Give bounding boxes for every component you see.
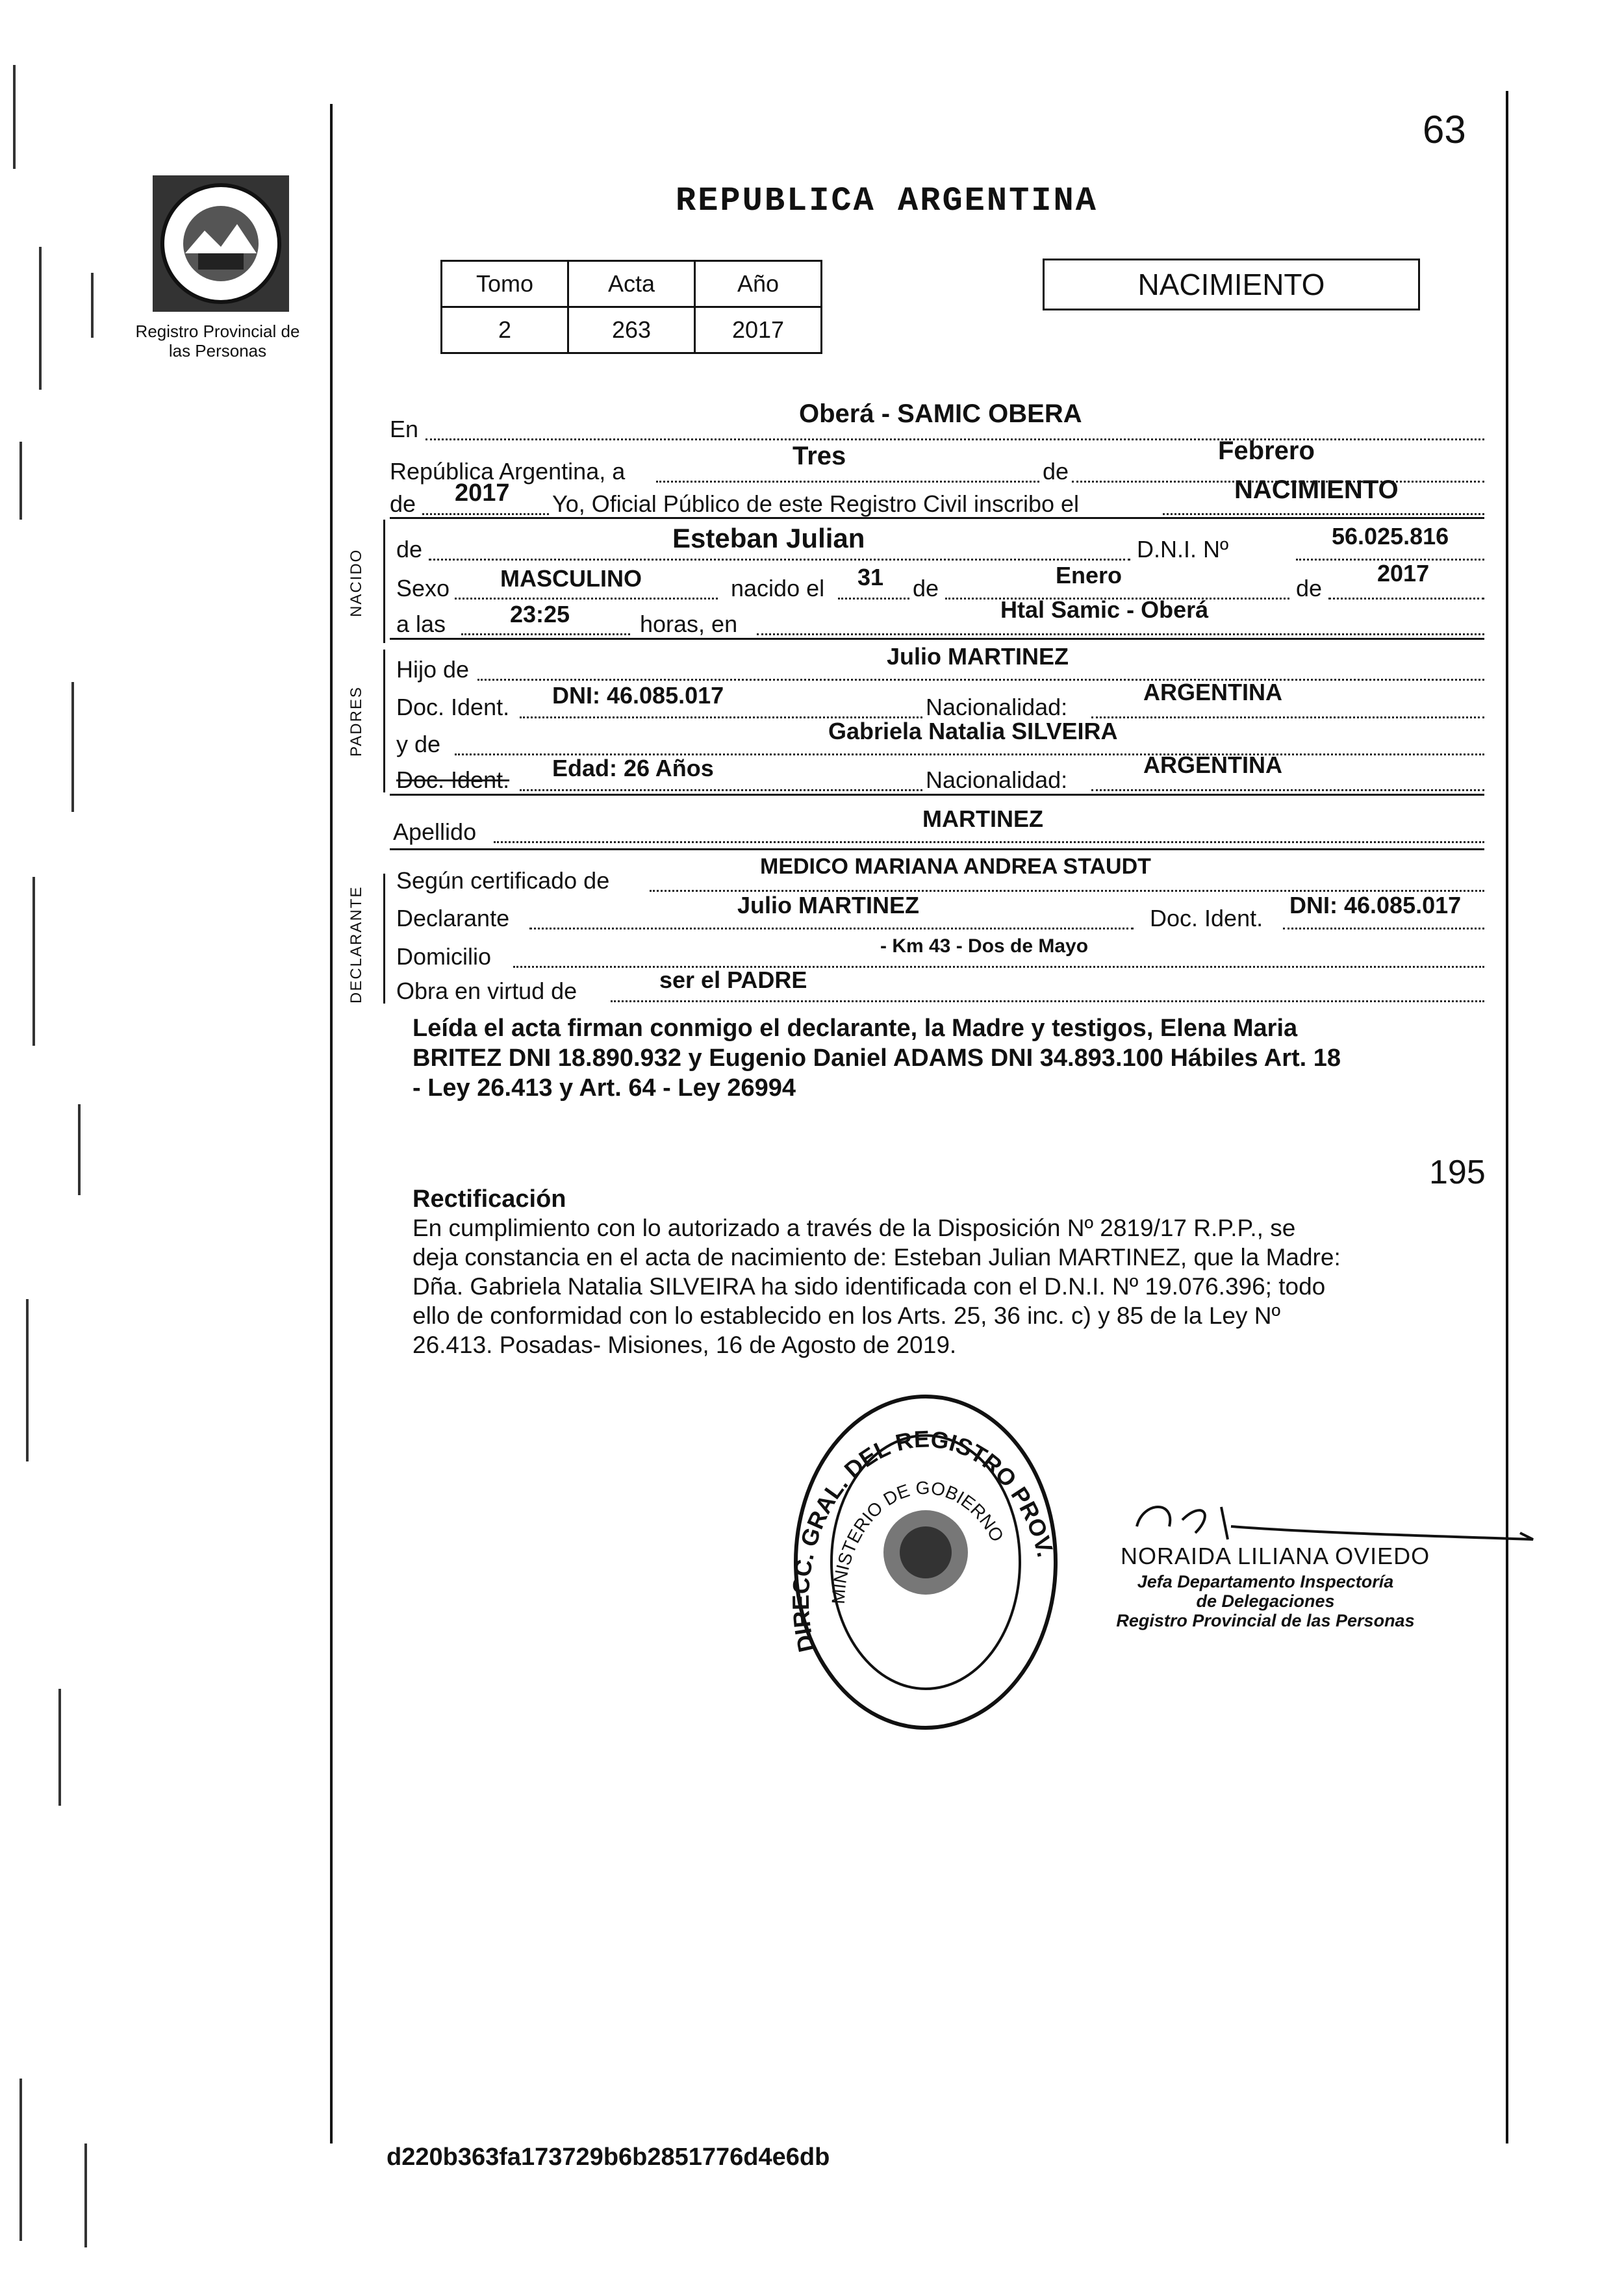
dni-label: D.N.I. Nº: [1137, 536, 1229, 563]
table-cell: 263: [568, 307, 695, 353]
mother-age: Edad: 26 Años: [552, 755, 714, 781]
rectificacion-line: En cumplimiento con lo autorizado a través de la Disposición Nº 2819/17 R.P.P., se: [412, 1215, 1296, 1241]
birth-time: 23:25: [510, 601, 570, 627]
horas-en-label: horas, en: [640, 611, 738, 637]
day-word: Tres: [793, 442, 846, 470]
y-de-label: y de: [396, 731, 441, 757]
rectificacion-line: ello de conformidad con lo establecido en los Arts. 25, 36 inc. c) y 85 de la Ley Nº: [412, 1302, 1280, 1329]
doc-ident2-label: Doc. Ident.: [396, 766, 510, 793]
signer-line: Jefa Departamento Inspectoría: [1137, 1572, 1394, 1591]
obra-label: Obra en virtud de: [396, 978, 577, 1004]
table-cell: 2: [442, 307, 568, 353]
en-label: En: [390, 416, 419, 442]
page-number: 63: [1423, 108, 1466, 151]
registry-label: Registro Provincial de las Personas: [135, 322, 300, 360]
child-name: Esteban Julian: [672, 523, 865, 553]
closing-line: - Ley 26.413 y Art. 64 - Ley 26994: [412, 1074, 796, 1102]
declarante-doc: DNI: 46.085.017: [1289, 892, 1462, 918]
table-header: Acta: [568, 261, 695, 307]
section-nacido: NACIDO: [348, 548, 365, 617]
signer-line: Registro Provincial de las Personas: [1116, 1611, 1415, 1630]
apellido-value: MARTINEZ: [922, 805, 1043, 832]
obra-value: ser el PADRE: [659, 967, 807, 993]
rectificacion-line: 26.413. Posadas- Misiones, 16 de Agosto de 2019.: [412, 1332, 957, 1358]
signer-line: de Delegaciones: [1196, 1591, 1335, 1611]
father-nationality: ARGENTINA: [1143, 679, 1282, 705]
declarante-label: Declarante: [396, 905, 510, 931]
declarante-value: Julio MARTINEZ: [737, 892, 919, 918]
sexo-value: MASCULINO: [500, 565, 642, 592]
place-of-registration: Oberá - SAMIC OBERA: [799, 399, 1082, 428]
table-header: Año: [695, 261, 822, 307]
nacionalidad-label: Nacionalidad:: [926, 694, 1068, 720]
closing-line: Leída el acta firman conmigo el declarante, la Madre y testigos, Elena Maria: [412, 1015, 1298, 1042]
domicilio-value: - Km 43 - Dos de Mayo: [880, 935, 1089, 957]
document-title: REPUBLICA ARGENTINA: [676, 182, 1098, 220]
rectificacion-line: Dña. Gabriela Natalia SILVEIRA ha sido identificada con el D.N.I. Nº 19.076.396; todo: [412, 1273, 1326, 1300]
nacido-el-label: nacido el: [731, 575, 825, 601]
closing-line: BRITEZ DNI 18.890.932 y Eugenio Daniel ADAMS DNI 34.893.100 Hábiles Art. 18: [412, 1044, 1341, 1072]
signer-name: NORAIDA LILIANA OVIEDO: [1121, 1543, 1430, 1569]
hijo-de-label: Hijo de: [396, 656, 470, 683]
certificado-value: MEDICO MARIANA ANDREA STAUDT: [760, 854, 1151, 879]
document-hash: d220b363fa173729b6b2851776d4e6db: [387, 2143, 830, 2171]
stamp-inner-text: MINISTERIO DE GOBIERNO: [828, 1477, 1008, 1605]
left-margin-line: [330, 104, 333, 2143]
official-stamp: [789, 1390, 1062, 1734]
mother-nationality: ARGENTINA: [1143, 752, 1282, 778]
birth-year: 2017: [1377, 560, 1430, 587]
birth-place: Htal Samic - Oberá: [1000, 596, 1209, 623]
declarante-bracket: [383, 874, 385, 1004]
decl-doc-label: Doc. Ident.: [1150, 905, 1263, 931]
mother-name: Gabriela Natalia SILVEIRA: [828, 718, 1118, 744]
birth-de2-label: de: [1296, 575, 1323, 601]
father-doc: DNI: 46.085.017: [552, 682, 724, 709]
de-label: de: [1043, 458, 1069, 485]
birth-day: 31: [857, 564, 884, 590]
rectificacion-line: deja constancia en el acta de nacimiento de: Esteban Julian MARTINEZ, que la Madre:: [412, 1244, 1341, 1271]
signer-title: [1103, 1572, 1428, 1630]
apellido-label: Apellido: [393, 818, 477, 845]
nacionalidad2-label: Nacionalidad:: [926, 766, 1068, 793]
section-padres: PADRES: [348, 686, 365, 757]
republica-label: República Argentina, a: [390, 458, 626, 485]
doc-ident-label: Doc. Ident.: [396, 694, 510, 720]
padres-bracket: [383, 650, 385, 792]
sexo-label: Sexo: [396, 575, 450, 601]
month-word: Febrero: [1218, 436, 1315, 465]
birth-month: Enero: [1056, 562, 1123, 588]
closing-text: [412, 1013, 1341, 1103]
tomo-acta-table: [440, 260, 822, 354]
de2-label: de: [390, 490, 416, 517]
child-dni: 56.025.816: [1332, 523, 1449, 550]
nacido-bracket: [383, 520, 385, 643]
inscribo-text: Yo, Oficial Público de este Registro Civil inscribo el: [552, 490, 1080, 517]
a-las-label: a las: [396, 611, 446, 637]
domicilio-label: Domicilio: [396, 943, 492, 970]
province-seal-logo: [146, 169, 296, 318]
rectificacion-title: Rectificación: [412, 1185, 566, 1213]
act-type-box: [1043, 259, 1420, 310]
section-declarante: DECLARANTE: [348, 885, 365, 1004]
certificado-label: Según certificado de: [396, 867, 610, 894]
secondary-number: 195: [1429, 1154, 1486, 1191]
father-name: Julio MARTINEZ: [887, 643, 1069, 670]
rectificacion-body: [412, 1213, 1341, 1359]
table-cell: 2017: [695, 307, 822, 353]
nacido-de-label: de: [396, 536, 423, 563]
right-margin-line: [1506, 91, 1508, 2143]
stamp-outer-text: DIRECC. GRAL. DEL REGISTRO PROV.: [789, 1425, 1059, 1655]
table-header: Tomo: [442, 261, 568, 307]
act-type: NACIMIENTO: [1137, 268, 1325, 301]
birth-de-label: de: [913, 575, 939, 601]
registration-year: 2017: [455, 479, 510, 507]
inscribo-value: NACIMIENTO: [1234, 475, 1399, 504]
